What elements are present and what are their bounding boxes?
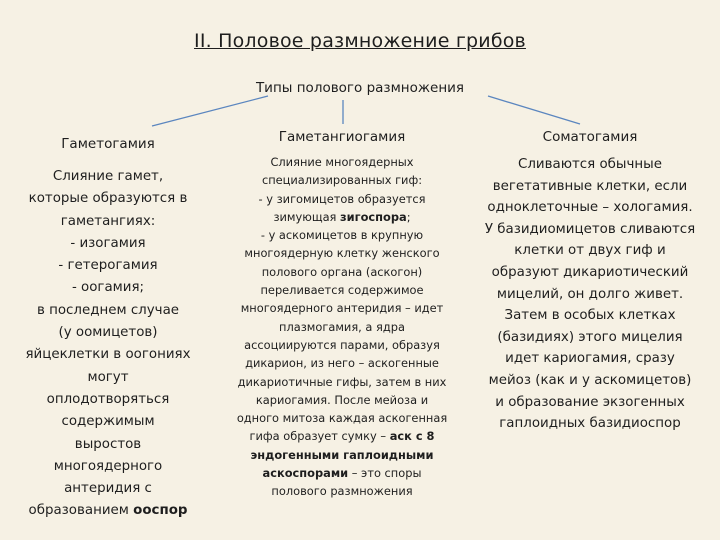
text-line — [206, 208, 478, 226]
line-text: вегетативные клетки, если — [492, 178, 688, 194]
text-line — [8, 277, 208, 299]
line-text-after: ; — [406, 209, 411, 224]
text-line — [206, 281, 478, 299]
line-text: одного митоза каждая аскогенная — [236, 411, 448, 426]
text-line — [8, 255, 208, 277]
bold-term: зигоспора — [340, 209, 407, 224]
gametogamy-description — [8, 166, 208, 523]
line-text: дикарион, из него – аскогенные — [245, 356, 439, 371]
text-line — [8, 344, 208, 366]
line-text: Слияние гамет, — [52, 169, 164, 184]
line-text: зимующая — [273, 209, 341, 224]
line-text: образуют дикариотический — [491, 264, 689, 280]
line-text: специализированных гиф: — [261, 173, 423, 188]
text-line — [206, 153, 478, 171]
text-line — [468, 284, 712, 306]
text-line — [468, 219, 712, 241]
line-text: кариогамия. После мейоза и — [255, 392, 429, 407]
text-line — [468, 305, 712, 327]
text-line — [468, 327, 712, 349]
text-line — [206, 171, 478, 189]
line-text: плазмогамия, а ядра — [279, 319, 405, 334]
bold-term: аск с 8 — [389, 429, 435, 444]
line-text: оплодотворяться — [46, 391, 170, 407]
connector-right — [488, 96, 580, 124]
text-line — [468, 240, 712, 262]
text-line — [468, 348, 712, 370]
heading-gametogamy: Гаметогамия — [61, 136, 155, 152]
bold-term: ооспор — [133, 503, 188, 519]
text-line — [468, 392, 712, 414]
line-text: яйцеклетки в оогониях — [25, 347, 191, 363]
text-line — [8, 211, 208, 233]
line-text: в последнем случае — [36, 302, 180, 318]
text-line — [8, 322, 208, 344]
text-line — [8, 188, 208, 210]
text-line — [206, 318, 478, 336]
text-line — [8, 478, 208, 500]
text-line — [206, 409, 478, 427]
text-line — [468, 262, 712, 284]
text-line — [206, 299, 478, 317]
line-text: гаметангиях: — [60, 213, 156, 229]
connector-left — [152, 96, 268, 126]
bold-term: аскоспорами — [262, 466, 349, 481]
text-line — [206, 244, 478, 262]
line-text: - у аскомицетов в крупную — [260, 228, 424, 243]
line-text: клетки от двух гиф и — [514, 243, 666, 259]
line-text: и образование экзогенных — [495, 394, 685, 410]
heading-somatogamy: Соматогамия — [542, 129, 638, 145]
line-text: образованием — [28, 503, 134, 519]
text-line — [8, 500, 208, 522]
text-line — [8, 233, 208, 255]
line-text: - гетерогамия — [58, 258, 158, 274]
line-text: антеридия с — [64, 481, 152, 497]
line-text: мицелий, он долго живет. — [496, 286, 684, 302]
somatogamy-description — [468, 154, 712, 435]
line-text: выростов — [74, 436, 142, 452]
line-text: содержимым — [61, 414, 155, 430]
line-text: гифа образует сумку – — [249, 429, 390, 444]
text-line — [206, 263, 478, 281]
text-line — [8, 166, 208, 188]
bold-term: эндогенными гаплоидными — [250, 447, 434, 462]
page-title: II. Половое размножение грибов — [194, 30, 526, 52]
text-line — [8, 367, 208, 389]
text-line — [468, 176, 712, 198]
line-text: переливается содержимое — [260, 283, 424, 298]
line-text: Сливаются обычные — [518, 157, 662, 172]
line-text-after: – это споры — [348, 466, 422, 481]
line-text: многоядерную клетку женского — [244, 246, 440, 261]
line-text: многоядерного — [53, 458, 163, 474]
text-line — [468, 197, 712, 219]
text-line — [206, 446, 478, 464]
text-line — [206, 373, 478, 391]
line-text: У базидиомицетов сливаются — [484, 221, 696, 237]
text-line — [468, 370, 712, 392]
line-text: мейоз (как и у аскомицетов) — [488, 372, 692, 388]
line-text: Слияние многоядерных — [270, 155, 414, 169]
text-line — [206, 464, 478, 482]
line-text: - у зигомицетов образуется — [258, 191, 426, 206]
line-text: многоядерного антеридия – идет — [240, 301, 444, 316]
line-text: гаплоидных базидиоспор — [499, 416, 681, 432]
text-line — [8, 456, 208, 478]
text-line — [206, 427, 478, 445]
text-line — [206, 190, 478, 208]
text-line — [468, 413, 712, 435]
line-text: ассоциируются парами, образуя — [244, 337, 440, 352]
line-text: полового размножения — [271, 484, 413, 499]
text-line — [206, 391, 478, 409]
text-line — [8, 434, 208, 456]
text-line — [206, 354, 478, 372]
line-text: - оогамия; — [71, 280, 145, 296]
line-text: идет кариогамия, сразу — [505, 351, 675, 367]
line-text: (у оомицетов) — [58, 325, 158, 341]
gametangiogamy-description — [206, 153, 478, 501]
text-line — [206, 336, 478, 354]
line-text: которые образуются в — [28, 191, 188, 207]
line-text: - изогамия — [70, 235, 146, 251]
line-text: могут — [87, 369, 129, 385]
text-line — [206, 226, 478, 244]
text-line — [8, 389, 208, 411]
text-line — [8, 411, 208, 433]
text-line — [206, 482, 478, 500]
line-text: (базидиях) этого мицелия — [497, 329, 683, 345]
line-text: дикариотичные гифы, затем в них — [237, 374, 447, 389]
heading-gametangiogamy: Гаметангиогамия — [278, 129, 406, 145]
text-line — [468, 154, 712, 176]
subtitle: Типы полового размножения — [255, 80, 465, 96]
line-text: одноклеточные – хологамия. — [487, 200, 693, 216]
line-text: полового органа (аскогон) — [261, 264, 423, 279]
text-line — [8, 300, 208, 322]
line-text: Затем в особых клетках — [504, 308, 676, 324]
